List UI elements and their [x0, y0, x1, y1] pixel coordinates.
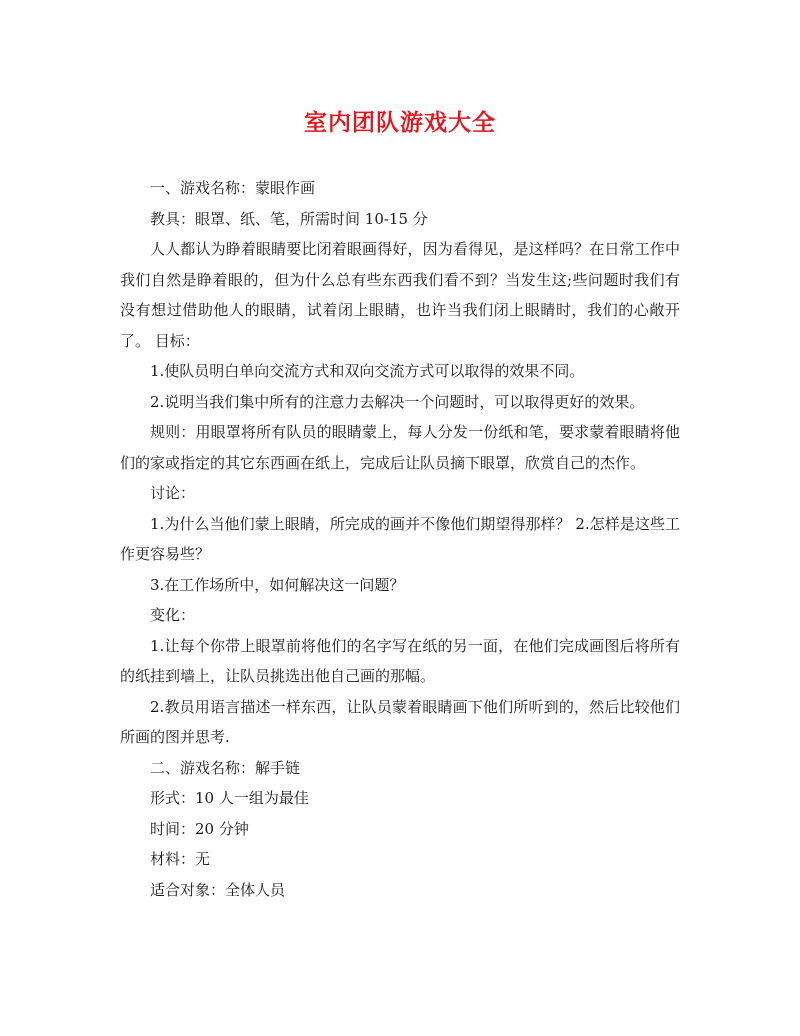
paragraph-variation-heading: 变化： — [150, 606, 196, 624]
paragraph-game2-name: 二、游戏名称：解手链 — [150, 758, 301, 777]
document-title: 室内团队游戏大全 — [304, 109, 496, 136]
paragraph-discussion-3: 3.在工作场所中，如何解决这一问题？ — [150, 575, 405, 594]
paragraph-game1-name: 一、游戏名称：蒙眼作画 — [150, 179, 316, 197]
paragraph-game2-materials: 材料：无 — [150, 850, 211, 868]
paragraph-rules: 规则：用眼罩将所有队员的眼睛蒙上，每人分发一份纸和笔，要求蒙着眼睛将他们的家或指定的其它东西画在纸上，完成后让队员摘下眼罩，欣赏自己的杰作。 — [120, 423, 680, 472]
paragraph-variation-1: 1.让每个你带上眼罩前将他们的名字写在纸的另一面，在他们完成画图后将所有的纸挂到墙上，让队员挑选出他自己画的那幅。 — [120, 636, 680, 685]
paragraph-game1-tools: 教具：眼罩、纸、笔，所需时间 10-15 分 — [150, 209, 428, 228]
paragraph-game2-time: 时间：20 分钟 — [150, 819, 249, 838]
paragraph-game1-intro: 人人都认为睁着眼睛要比闭着眼画得好，因为看得见，是这样吗？在日常工作中我们自然是睁着眼的，但为什么总有些东西我们看不到？当发生这;些问题时我们有没有想过借助他人的眼睛，试着闭上眼睛，也许当我们闭上眼睛时，我们的心敞开了。 目标： — [120, 240, 680, 350]
document-body — [120, 173, 680, 905]
paragraph-game2-audience: 适合对象：全体人员 — [150, 880, 286, 899]
paragraph-discussion-1-2: 1.为什么当他们蒙上眼睛，所完成的画并不像他们期望得那样？ 2.怎样是这些工作更容易些？ — [120, 514, 680, 563]
paragraph-variation-2: 2.教员用语言描述一样东西，让队员蒙着眼睛画下他们所听到的，然后比较他们所画的图并思考. — [120, 697, 680, 746]
paragraph-goal-1: 1.使队员明白单向交流方式和双向交流方式可以取得的效果不同。 — [150, 362, 585, 380]
paragraph-discussion-heading: 讨论： — [150, 484, 196, 502]
paragraph-goal-2: 2.说明当我们集中所有的注意力去解决一个问题时，可以取得更好的效果。 — [150, 392, 645, 411]
paragraph-game2-format: 形式：10 人一组为最佳 — [150, 789, 309, 807]
